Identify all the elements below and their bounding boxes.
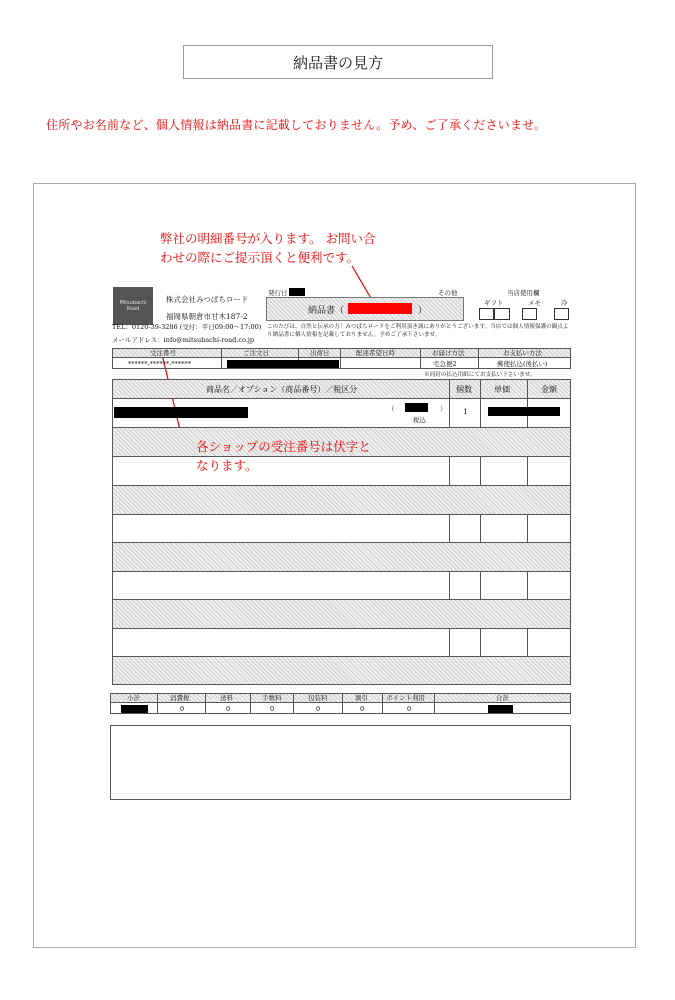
doc-title-close: ） bbox=[418, 306, 428, 316]
total-wrap-value: 0 bbox=[316, 705, 321, 713]
col-product: 商品名／オプション（商品番号）／税区分 bbox=[206, 385, 358, 394]
value-delivery-method: 宅急便2 bbox=[433, 360, 457, 368]
header-delivery-method: お届け方法 bbox=[432, 349, 465, 357]
total-fee-value: 0 bbox=[270, 705, 275, 713]
header-delivery-time: 配達希望日時 bbox=[356, 349, 395, 357]
total-tax-label: 消費税 bbox=[170, 694, 190, 702]
annotation-middle-line-2: なります。 bbox=[196, 458, 258, 473]
value-order-no: ******-******-****** bbox=[128, 360, 191, 368]
annotation-middle bbox=[196, 437, 371, 475]
checkbox-memo bbox=[522, 308, 537, 320]
annotation-middle-line-1: 各ショップの受注番号は伏字と bbox=[196, 439, 371, 454]
total-wrap-label: 包装料 bbox=[308, 694, 328, 702]
checkbox-gift-a bbox=[479, 308, 494, 320]
detail-number-redacted bbox=[348, 303, 412, 314]
total-points-label: ポイント利用 bbox=[386, 694, 425, 702]
table-row bbox=[113, 485, 570, 514]
item-tax: 税込 bbox=[413, 416, 426, 424]
item-paren-open: （ bbox=[388, 405, 395, 413]
col-amount: 金額 bbox=[541, 385, 557, 394]
thanks-text: このたびは、自然と伝承の力！みつばちロードをご利用頂き誠にありがとうございます。当店では個人情報保護の観点より納品書に個人情報を記載しておりません。予めご了承下さいませ。 bbox=[267, 324, 569, 338]
privacy-notice: 住所やお名前など、個人情報は納品書に記載しておりません。予め、ご了承くださいませ。 bbox=[46, 118, 547, 132]
check-memo-label: メモ bbox=[528, 299, 541, 307]
store-usage-label: 当店使用欄 bbox=[507, 289, 540, 297]
check-cold-label: 冷 bbox=[561, 299, 568, 307]
total-shipping-label: 送料 bbox=[220, 694, 233, 702]
table-row bbox=[113, 656, 570, 684]
total-points-value: 0 bbox=[407, 705, 412, 713]
other-label: その他 bbox=[438, 289, 458, 297]
company-tel: TEL：0120-39-3286 (受付：平日09:00～17:00) bbox=[112, 323, 262, 331]
total-fee-label: 手数料 bbox=[262, 694, 282, 702]
table-row bbox=[113, 599, 570, 628]
company-address: 福岡県朝倉市甘木187-2 bbox=[166, 312, 248, 321]
total-shipping-value: 0 bbox=[226, 705, 231, 713]
total-subtotal-label: 小計 bbox=[127, 694, 140, 702]
company-mail: メールアドレス：info@mitsubachi-road.co.jp bbox=[112, 336, 255, 344]
payslip-note: ※同封の払込用紙にてお支払い下さいませ。 bbox=[424, 372, 536, 378]
remarks-box bbox=[110, 725, 571, 800]
total-tax-value: 0 bbox=[180, 705, 185, 713]
header-order-no: 受注番号 bbox=[150, 349, 176, 357]
checkbox-gift-b bbox=[494, 308, 510, 320]
company-name: 株式会社みつばちロード bbox=[166, 295, 249, 304]
item-name-redacted bbox=[114, 407, 248, 418]
total-grand-label: 合計 bbox=[496, 694, 509, 702]
item-code-redacted bbox=[405, 403, 428, 412]
items-table bbox=[112, 379, 571, 685]
header-order-date: ご注文日 bbox=[243, 349, 269, 357]
table-row bbox=[113, 542, 570, 571]
arrow-top bbox=[352, 266, 372, 300]
annotation-top-line-2: わせの際にご提示頂くと便利です。 bbox=[160, 250, 360, 265]
issue-date-label: 発行日 bbox=[268, 289, 288, 297]
item-price-redacted bbox=[488, 407, 560, 416]
check-gift-label: ギフト bbox=[484, 299, 504, 307]
total-discount-value: 0 bbox=[360, 705, 365, 713]
col-qty: 個数 bbox=[456, 385, 472, 394]
issue-date-redacted bbox=[289, 288, 305, 296]
total-grand-redacted bbox=[488, 705, 513, 713]
page-title-text: 納品書の見方 bbox=[292, 53, 383, 72]
value-dates-redacted bbox=[227, 360, 339, 368]
company-logo: Mitsubachi Road bbox=[113, 287, 153, 325]
item-qty: 1 bbox=[463, 407, 468, 416]
checkbox-cold bbox=[554, 308, 569, 320]
doc-title: 納品書（ bbox=[308, 306, 345, 316]
header-ship-date: 出荷日 bbox=[310, 349, 330, 357]
annotation-top-line-1: 弊社の明細番号が入ります。 お問い合 bbox=[160, 231, 376, 246]
total-discount-label: 割引 bbox=[355, 694, 368, 702]
value-payment-method: 郵便払込(後払い) bbox=[497, 360, 548, 368]
total-subtotal-redacted bbox=[121, 705, 148, 713]
header-payment-method: お支払い方法 bbox=[503, 349, 542, 357]
item-paren-close: ） bbox=[440, 405, 447, 413]
col-unit-price: 単価 bbox=[494, 385, 510, 394]
